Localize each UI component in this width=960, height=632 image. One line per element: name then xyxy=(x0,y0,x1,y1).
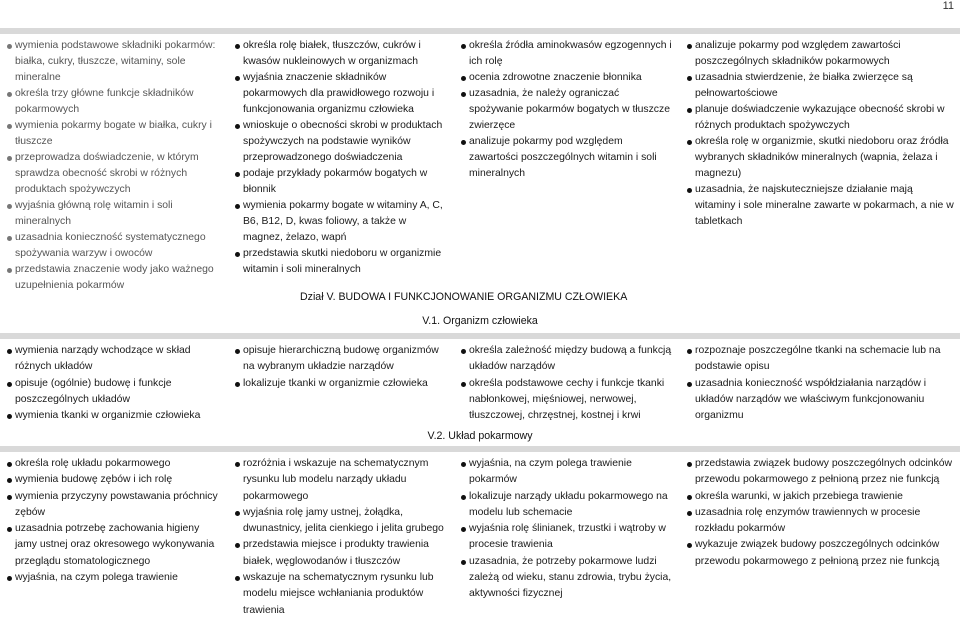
list-item: uzasadnia potrzebę zachowania higieny jamy ustnej oraz okresowego wykonywania przeglądu stomatologicznego xyxy=(6,521,222,570)
list-item: przedstawia znaczenie wody jako ważnego uzupełnienia pokarmów xyxy=(6,262,222,294)
s2-col-4 xyxy=(680,452,960,621)
list-item: określa rolę białek, tłuszczów, cukrów i kwasów nukleinowych w organizmach xyxy=(234,38,448,70)
list-item: wymienia pokarmy bogate w białka, cukry i tłuszcze xyxy=(6,118,222,150)
section-heading: Dział V. BUDOWA I FUNKCJONOWANIE ORGANIZMU CZŁOWIEKA xyxy=(300,291,628,303)
list-item: wyjaśnia, na czym polega trawienie xyxy=(6,570,222,586)
list-item: wyjaśnia główną rolę witamin i soli mineralnych xyxy=(6,198,222,230)
list-item: podaje przykłady pokarmów bogatych w błonnik xyxy=(234,166,448,198)
list-item: wyjaśnia, na czym polega trawienie pokarmów xyxy=(460,456,674,489)
list-item: wymienia tkanki w organizmie człowieka xyxy=(6,408,222,424)
list-item: przedstawia miejsce i produkty trawienia białek, węglowodanów i tłuszczów xyxy=(234,537,448,570)
list-item: analizuje pokarmy pod względem zawartości poszczególnych witamin i soli mineralnych xyxy=(460,134,674,182)
list-item: wykazuje związek budowy poszczególnych odcinków przewodu pokarmowego z pełnioną przez nie funkcją xyxy=(686,537,954,570)
list-item: opisuje (ogólnie) budowę i funkcje poszczególnych układów xyxy=(6,376,222,409)
top-col-1 xyxy=(0,34,228,296)
s1-col-3 xyxy=(454,339,680,426)
subsection-title-2: V.2. Układ pokarmowy xyxy=(427,430,533,442)
list-item: określa zależność między budową a funkcją układów narządów xyxy=(460,343,674,376)
s2-col-2 xyxy=(228,452,454,621)
section-1-table xyxy=(0,333,960,426)
list-item: rozpoznaje poszczególne tkanki na schemacie lub na podstawie opisu xyxy=(686,343,954,376)
list-item: wymienia przyczyny powstawania próchnicy zębów xyxy=(6,489,222,522)
list-item: uzasadnia konieczność współdziałania narządów i układów narządów we właściwym funkcjonowaniu organizmu xyxy=(686,376,954,425)
list-item: wymienia narządy wchodzące w skład różnych układów xyxy=(6,343,222,376)
list-item: uzasadnia, że najskuteczniejsze działanie mają witaminy i sole mineralne zawarte w pokarmach, a nie w tabletkach xyxy=(686,182,954,230)
list-item: określa warunki, w jakich przebiega trawienie xyxy=(686,489,954,505)
s1-col-4 xyxy=(680,339,960,426)
list-item: uzasadnia, że należy ograniczać spożywanie pokarmów bogatych w tłuszcze zwierzęce xyxy=(460,86,674,134)
list-item: wyjaśnia rolę jamy ustnej, żołądka, dwunastnicy, jelita cienkiego i jelita grubego xyxy=(234,505,448,538)
top-table xyxy=(0,28,960,296)
list-item: wymienia pokarmy bogate w witaminy A, C, B6, B12, D, kwas foliowy, a także w magnez, żelazo, wapń xyxy=(234,198,448,246)
list-item: wskazuje na schematycznym rysunku lub modelu miejsce wchłaniania produktów trawienia xyxy=(234,570,448,619)
list-item: planuje doświadczenie wykazujące obecność skrobi w różnych produktach spożywczych xyxy=(686,102,954,134)
list-item: uzasadnia stwierdzenie, że białka zwierzęce są pełnowartościowe xyxy=(686,70,954,102)
page-number: 11 xyxy=(942,0,954,12)
list-item: przedstawia skutki niedoboru w organizmie witamin i soli mineralnych xyxy=(234,246,448,278)
list-item: lokalizuje narządy układu pokarmowego na modelu lub schemacie xyxy=(460,489,674,522)
list-item: uzasadnia rolę enzymów trawiennych w procesie rozkładu pokarmów xyxy=(686,505,954,538)
list-item: rozróżnia i wskazuje na schematycznym rysunku lub modelu narządy układu pokarmowego xyxy=(234,456,448,505)
list-item: analizuje pokarmy pod względem zawartości poszczególnych składników pokarmowych xyxy=(686,38,954,70)
list-item: lokalizuje tkanki w organizmie człowieka xyxy=(234,376,448,392)
list-item: określa rolę w organizmie, skutki niedoboru oraz źródła wybranych składników mineralnych (wapnia, żelaza i magnezu) xyxy=(686,134,954,182)
top-col-4 xyxy=(680,34,960,296)
s2-col-1 xyxy=(0,452,228,621)
list-item: określa rolę układu pokarmowego xyxy=(6,456,222,472)
section-2-table xyxy=(0,446,960,621)
list-item: przeprowadza doświadczenie, w którym sprawdza obecność skrobi w różnych produktach spożywczych xyxy=(6,150,222,198)
list-item: przedstawia związek budowy poszczególnych odcinków przewodu pokarmowego z pełnioną przez nie funkcją xyxy=(686,456,954,489)
top-col-3 xyxy=(454,34,680,296)
list-item: wnioskuje o obecności skrobi w produktach spożywczych na podstawie wyników przeprowadzonego doświadczenia xyxy=(234,118,448,166)
list-item: określa podstawowe cechy i funkcje tkanki nabłonkowej, mięśniowej, nerwowej, tłuszczowej, chrzęstnej, kostnej i krwi xyxy=(460,376,674,425)
list-item: wymienia podstawowe składniki pokarmów: białka, cukry, tłuszcze, witaminy, sole mineralne xyxy=(6,38,222,86)
list-item: określa źródła aminokwasów egzogennych i ich rolę xyxy=(460,38,674,70)
top-col-2 xyxy=(228,34,454,296)
list-item: uzasadnia konieczność systematycznego spożywania warzyw i owoców xyxy=(6,230,222,262)
list-item: uzasadnia, że potrzeby pokarmowe ludzi zależą od wieku, stanu zdrowia, trybu życia, aktywności fizycznej xyxy=(460,554,674,603)
list-item: wyjaśnia znaczenie składników pokarmowych dla prawidłowego rozwoju i funkcjonowania organizmu człowieka xyxy=(234,70,448,118)
list-item: wyjaśnia rolę ślinianek, trzustki i wątroby w procesie trawienia xyxy=(460,521,674,554)
list-item: opisuje hierarchiczną budowę organizmów na wybranym układzie narządów xyxy=(234,343,448,376)
s2-col-3 xyxy=(454,452,680,621)
subsection-title-1: V.1. Organizm człowieka xyxy=(422,315,538,327)
s1-col-2 xyxy=(228,339,454,426)
list-item: wymienia budowę zębów i ich rolę xyxy=(6,472,222,488)
list-item: ocenia zdrowotne znaczenie błonnika xyxy=(460,70,674,86)
s1-col-1 xyxy=(0,339,228,426)
list-item: określa trzy główne funkcje składników pokarmowych xyxy=(6,86,222,118)
